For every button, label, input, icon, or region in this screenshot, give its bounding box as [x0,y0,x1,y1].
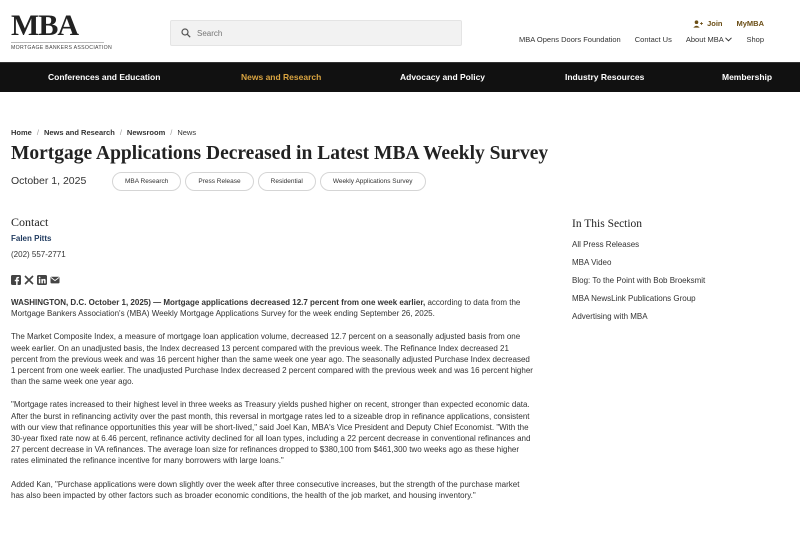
article-body [11,297,533,513]
search-input[interactable] [197,29,437,38]
mymba-link[interactable]: MyMBA [736,19,764,28]
main-nav [0,62,800,92]
article-paragraph: The Market Composite Index, a measure of mortgage loan application volume, decreased 12.7 percent on a seasonally adjusted basis from one week earlier. On an unadjusted basis, the Index decreased 13 percent compared with the previous week. The Refinance Index decreased 21 percent from the previous week and was 16 percent higher than the same week one year ago. The seasonally adjusted Purchase Index decreased 1 percent from one week earlier. The unadjusted Purchase Index decreased 2 percent compared with the previous week and was 16 percent higher than the same week one year ago. [11,332,533,387]
site-header [0,0,800,62]
nav-industry-resources[interactable]: Industry Resources [565,72,645,82]
breadcrumb-separator: / [119,128,122,137]
article-paragraph [11,297,533,319]
contact-us-link[interactable]: Contact Us [634,35,672,44]
about-mba-label: About MBA [685,35,724,44]
sidebar-item-mba-video[interactable]: MBA Video [572,258,612,267]
breadcrumb-news-research[interactable]: News and Research [43,128,115,137]
utility-links [519,35,764,44]
share-links [11,272,60,282]
lead-rest: according to data from the Mortgage Bankers Association's (MBA) Weekly Mortgage Applications Survey for the week ending September 26, 2025. [11,298,521,319]
tag-residential[interactable]: Residential [258,172,316,191]
sidebar-item-advertising[interactable]: Advertising with MBA [572,312,648,321]
chevron-down-icon [725,37,732,42]
tag-mba-research[interactable]: MBA Research [112,172,181,191]
mba-logo[interactable] [11,9,113,51]
contact-phone: (202) 557-2771 [11,250,66,259]
shop-link[interactable]: Shop [746,35,764,44]
nav-conferences[interactable]: Conferences and Education [48,72,161,82]
nav-advocacy[interactable]: Advocacy and Policy [400,72,486,82]
breadcrumb-home[interactable]: Home [11,128,32,137]
breadcrumb-separator: / [36,128,39,137]
search-box[interactable] [170,20,462,46]
breadcrumb [11,128,196,137]
search-icon [181,28,191,38]
tag-list [112,172,426,191]
linkedin-icon[interactable] [37,272,47,282]
article-paragraph: "Mortgage rates increased to their highest level in three weeks as Treasury yields pushed higher on recent, stronger than expected economic data. After the burst in refinancing activity over the past month, this reversal in mortgage rates led to a sizeable drop in refinance applications, consistent with our view that refinance opportunities this year will be short-lived," said Joel Kan, MBA's Vice President and Deputy Chief Economist. "With the 30-year fixed rate now at 6.46 percent, refinance activity declined for all loan types, including a 22 percent decrease in conventional refinances and 27 percent decrease in VA refinances. The average loan size for refinances dropped to $380,100 from $461,300 two weeks ago as these higher rates eliminated the refinance incentive for many borrowers with large loans." [11,400,531,466]
nav-membership[interactable]: Membership [722,72,773,82]
opens-doors-link[interactable]: MBA Opens Doors Foundation [519,35,621,44]
sidebar-item-press-releases[interactable]: All Press Releases [572,240,640,249]
logo-mark: MBA [11,9,78,42]
sidebar-links [572,239,705,329]
tag-press-release[interactable]: Press Release [185,172,253,191]
sidebar-heading: In This Section [572,218,643,230]
contact-name[interactable]: Falen Pitts [11,234,52,243]
breadcrumb-separator: / [170,128,173,137]
page-title: Mortgage Applications Decreased in Latest MBA Weekly Survey [11,143,549,164]
join-link[interactable] [693,19,722,28]
tag-weekly-applications-survey[interactable]: Weekly Applications Survey [320,172,426,191]
nav-news-research[interactable]: News and Research [241,72,322,82]
sidebar-item-newslink[interactable]: MBA NewsLink Publications Group [572,294,696,303]
email-icon[interactable] [50,272,60,282]
user-plus-icon [693,20,703,28]
about-mba-link[interactable] [686,35,733,44]
breadcrumb-newsroom[interactable]: Newsroom [126,128,166,137]
account-links [693,19,764,28]
logo-subtitle: MORTGAGE BANKERS ASSOCIATION [11,42,104,51]
article-paragraph: Added Kan, "Purchase applications were down slightly over the week after three consecutive increases, but the strength of the purchase market has also been impacted by other factors such as broader economic conditions, the health of the job market, and housing inventory." [11,479,520,500]
sidebar-item-blog[interactable]: Blog: To the Point with Bob Broeksmit [572,276,706,285]
breadcrumb-current: News [177,128,197,137]
join-label: Join [707,19,723,28]
facebook-icon[interactable] [11,272,21,282]
contact-heading: Contact [11,215,49,229]
x-twitter-icon[interactable] [24,272,34,282]
lead-bold: WASHINGTON, D.C. October 1, 2025) — Mortgage applications decreased 12.7 percent from one week earlier, [11,298,426,307]
publish-date: October 1, 2025 [11,175,87,187]
